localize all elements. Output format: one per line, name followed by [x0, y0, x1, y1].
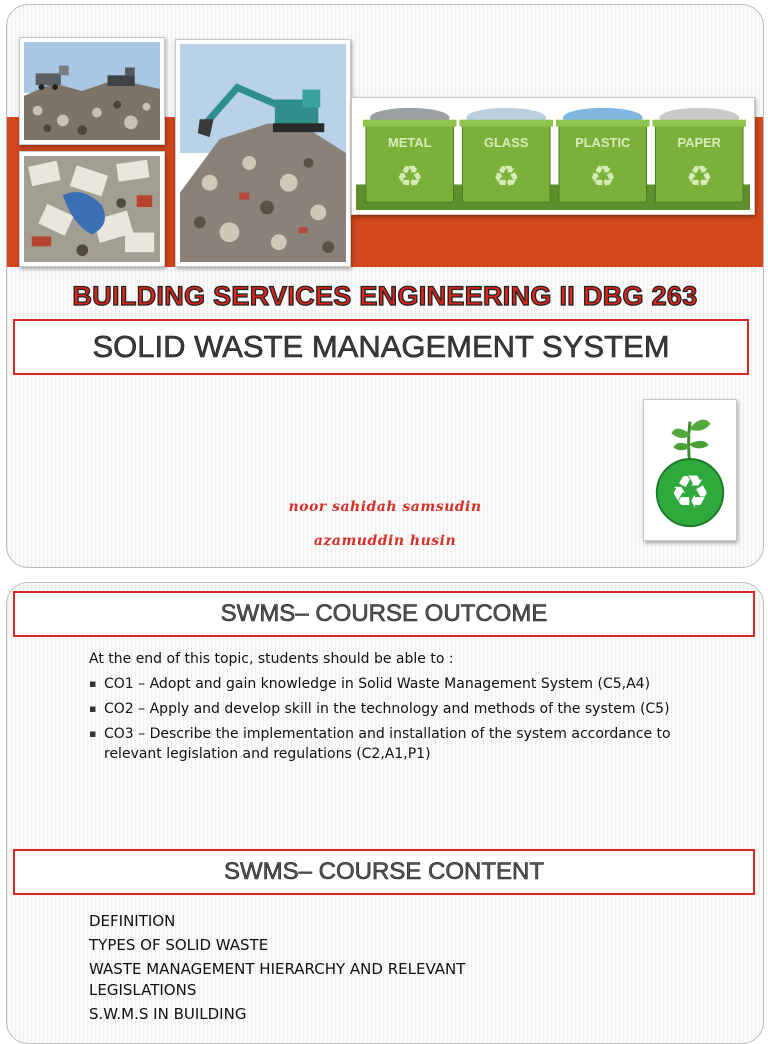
recycle-icon: ♻	[492, 158, 520, 194]
bin-label: METAL	[387, 135, 432, 151]
bin-metal	[363, 108, 457, 202]
outcome-slide	[6, 582, 764, 1044]
bin-plastic	[556, 108, 650, 202]
author-1: noor sahidah samsudin	[288, 499, 482, 515]
bin-label: GLASS	[483, 135, 529, 151]
outcome-list	[89, 674, 689, 769]
course-content-heading-box	[13, 849, 755, 895]
outcome-item: ▪ CO2 – Apply and develop skill in the technology and methods of the system (C5)	[89, 699, 689, 719]
bin-paper	[652, 108, 746, 202]
svg-text:♻: ♻	[669, 465, 711, 519]
title-slide	[6, 4, 764, 568]
landfill-trucks-photo	[19, 37, 165, 145]
recycle-icon: ♻	[396, 158, 424, 194]
outcome-item: ▪ CO3 – Describe the implementation and installation of the system accordance to relevant legislation and regulations (C2,A1,P1)	[89, 724, 689, 764]
recycle-globe-image	[643, 399, 737, 541]
course-content-heading: SWMS– COURSE CONTENT	[223, 858, 544, 885]
bin-label: PLASTIC	[575, 135, 631, 151]
author-2: azamuddin husin	[313, 533, 457, 549]
recycling-bins-photo	[351, 97, 755, 215]
course-outcome-heading: SWMS– COURSE OUTCOME	[220, 600, 548, 627]
waste-pile-photo	[19, 151, 165, 267]
recycle-icon: ♻	[589, 158, 617, 194]
recycle-icon: ♻	[685, 158, 713, 194]
course-outcome-heading-box	[13, 591, 755, 637]
content-item: TYPES OF SOLID WASTE	[89, 936, 269, 954]
excavator-photo	[175, 39, 351, 267]
content-list	[89, 911, 559, 1028]
content-item: DEFINITION	[89, 912, 176, 930]
subtitle-text: SOLID WASTE MANAGEMENT SYSTEM	[92, 329, 670, 364]
bin-glass	[459, 108, 553, 202]
bin-label: PAPER	[677, 135, 722, 151]
course-title: BUILDING SERVICES ENGINEERING II DBG 263	[72, 281, 698, 311]
subtitle-box	[13, 319, 749, 375]
outcome-item: ▪ CO1 – Adopt and gain knowledge in Solid Waste Management System (C5,A4)	[89, 674, 689, 694]
intro-text: At the end of this topic, students should be able to :	[89, 651, 454, 667]
content-item: WASTE MANAGEMENT HIERARCHY AND RELEVANT LEGISLATIONS	[89, 960, 466, 999]
content-item: S.W.M.S IN BUILDING	[89, 1005, 247, 1023]
